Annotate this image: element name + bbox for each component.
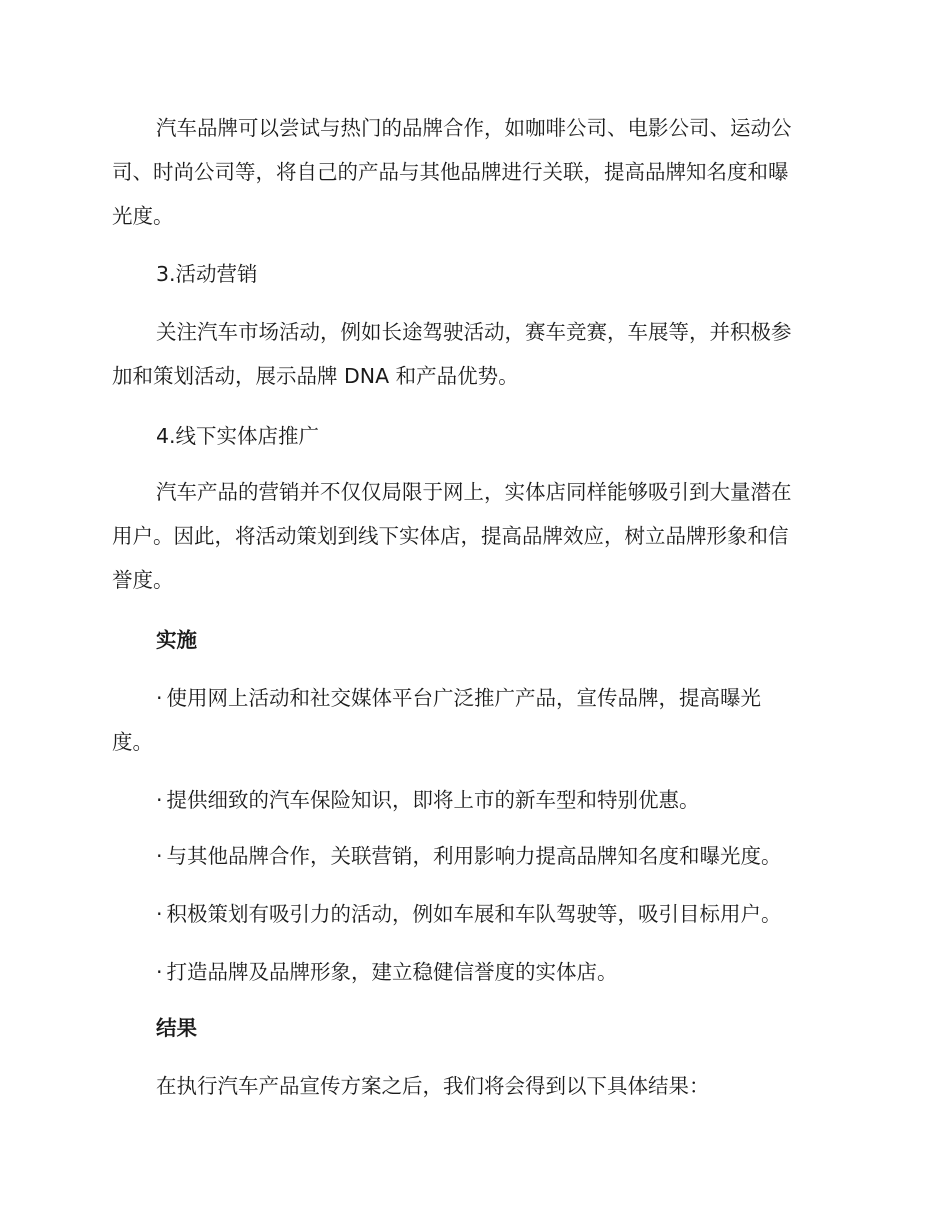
paragraph-line: 汽车产品的营销并不仅仅局限于网上，实体店同样能够吸引到大量潜在 xyxy=(156,480,792,504)
bullet-marker: · xyxy=(156,844,163,868)
paragraph-line: 加和策划活动，展示品牌 DNA 和产品优势。 xyxy=(112,364,519,388)
paragraph-line: 在执行汽车产品宣传方案之后，我们将会得到以下具体结果： xyxy=(156,1074,710,1098)
bullet-marker: · xyxy=(156,788,163,812)
section-heading-results: 结果 xyxy=(156,1016,197,1040)
bullet-text: 使用网上活动和社交媒体平台广泛推广产品，宣传品牌，提高曝光 xyxy=(166,686,762,710)
bullet-text: 打造品牌及品牌形象，建立稳健信誉度的实体店。 xyxy=(166,960,618,984)
bullet-text: 积极策划有吸引力的活动，例如车展和车队驾驶等，吸引目标用户。 xyxy=(166,902,782,926)
paragraph-line: 关注汽车市场活动，例如长途驾驶活动，赛车竞赛，车展等，并积极参 xyxy=(156,320,792,344)
subheading-event-marketing: 3.活动营销 xyxy=(156,262,258,286)
bullet-text: 度。 xyxy=(112,730,153,754)
paragraph-offline-store xyxy=(112,470,832,602)
bullet-marker: · xyxy=(156,960,163,984)
paragraph-results-intro xyxy=(112,1064,832,1108)
bullet-item xyxy=(112,676,761,764)
bullet-item xyxy=(156,778,700,822)
bullet-marker: · xyxy=(156,686,163,710)
subheading-offline-store: 4.线下实体店推广 xyxy=(156,424,320,448)
paragraph-line: 誉度。 xyxy=(112,568,174,592)
bullet-item xyxy=(156,834,782,878)
bullet-marker: · xyxy=(156,902,163,926)
paragraph-line: 用户。因此，将活动策划到线下实体店，提高品牌效应，树立品牌形象和信 xyxy=(112,524,789,548)
bullet-item xyxy=(156,892,782,936)
bullet-text: 与其他品牌合作，关联营销，利用影响力提高品牌知名度和曝光度。 xyxy=(166,844,782,868)
paragraph-brand-cooperation xyxy=(112,106,832,238)
paragraph-line: 司、时尚公司等，将自己的产品与其他品牌进行关联，提高品牌知名度和曝 xyxy=(112,160,789,184)
paragraph-event-marketing xyxy=(112,310,832,398)
bullet-text: 提供细致的汽车保险知识，即将上市的新车型和特别优惠。 xyxy=(166,788,700,812)
paragraph-line: 汽车品牌可以尝试与热门的品牌合作，如咖啡公司、电影公司、运动公 xyxy=(156,116,792,140)
bullet-item xyxy=(156,950,618,994)
section-heading-implementation: 实施 xyxy=(156,628,197,652)
paragraph-line: 光度。 xyxy=(112,204,174,228)
